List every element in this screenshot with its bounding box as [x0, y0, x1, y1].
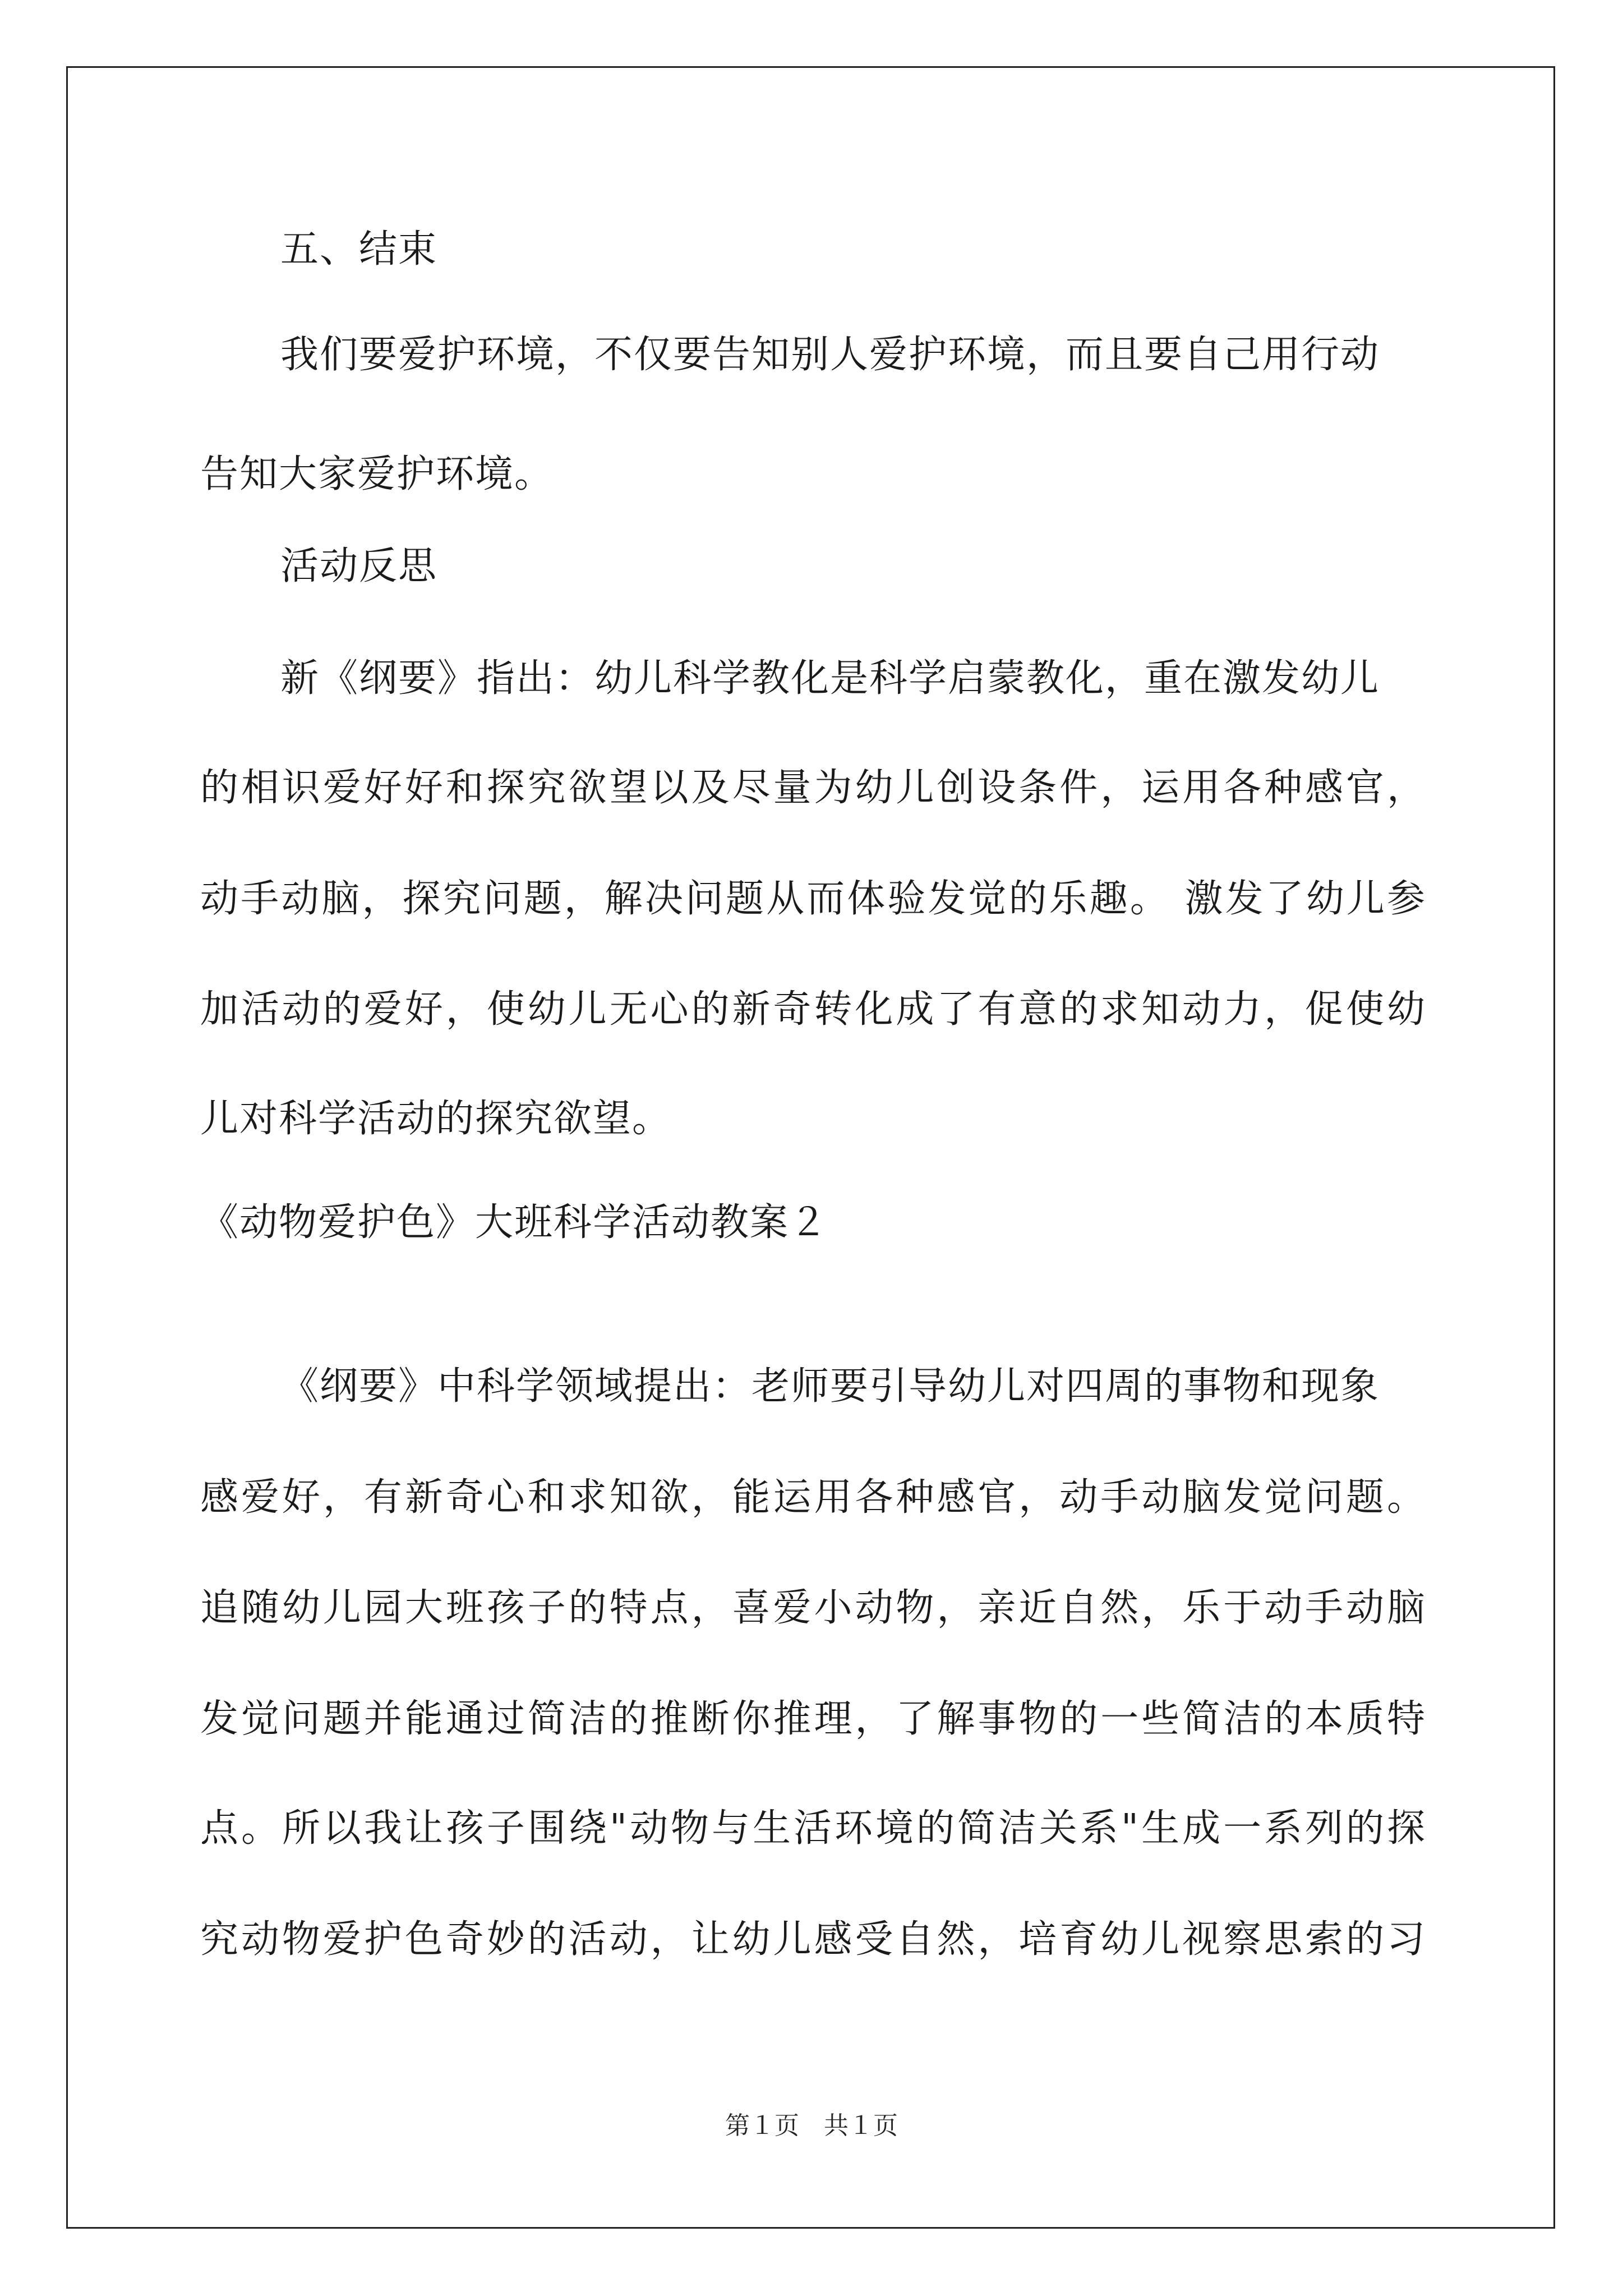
- paragraph-line: 新《纲要》指出：幼儿科学教化是科学启蒙教化，重在激发幼儿: [280, 656, 1380, 701]
- paragraph-line: 我们要爱护环境，不仅要告知别人爱护环境，而且要自己用行动: [280, 333, 1380, 377]
- paragraph-line: 《纲要》中科学领域提出：老师要引导幼儿对四周的事物和现象: [280, 1364, 1380, 1409]
- page-number-footer: 第１页 共１页: [725, 2112, 898, 2139]
- paragraph-line: 发觉问题并能通过简洁的推断你推理，了解事物的一些简洁的本质特: [200, 1697, 1426, 1741]
- paragraph-line: 加活动的爱好，使幼儿无心的新奇转化成了有意的求知动力，促使幼: [200, 987, 1426, 1032]
- paragraph-line: 的相识爱好好和探究欲望以及尽量为幼儿创设条件，运用各种感官，: [200, 766, 1426, 810]
- document-title: 《动物爱护色》大班科学活动教案２: [200, 1200, 829, 1245]
- section-heading-end: 五、结束: [280, 227, 438, 272]
- paragraph-line: 动手动脑，探究问题，解决问题从而体验发觉的乐趣。 激发了幼儿参: [200, 877, 1426, 921]
- page-border: [66, 66, 1555, 2229]
- paragraph-line: 点。所以我让孩子围绕"动物与生活环境的简洁关系"生成一系列的探: [200, 1806, 1426, 1851]
- paragraph-line: 儿对科学活动的探究欲望。: [200, 1097, 672, 1141]
- paragraph-line: 追随幼儿园大班孩子的特点，喜爱小动物，亲近自然，乐于动手动脑: [200, 1586, 1426, 1630]
- paragraph-line: 感爱好，有新奇心和求知欲，能运用各种感官，动手动脑发觉问题。: [200, 1475, 1426, 1520]
- section-heading-reflection: 活动反思: [280, 544, 438, 588]
- paragraph-line: 告知大家爱护环境。: [200, 452, 554, 496]
- paragraph-line: 究动物爱护色奇妙的活动，让幼儿感受自然，培育幼儿视察思索的习: [200, 1917, 1426, 1962]
